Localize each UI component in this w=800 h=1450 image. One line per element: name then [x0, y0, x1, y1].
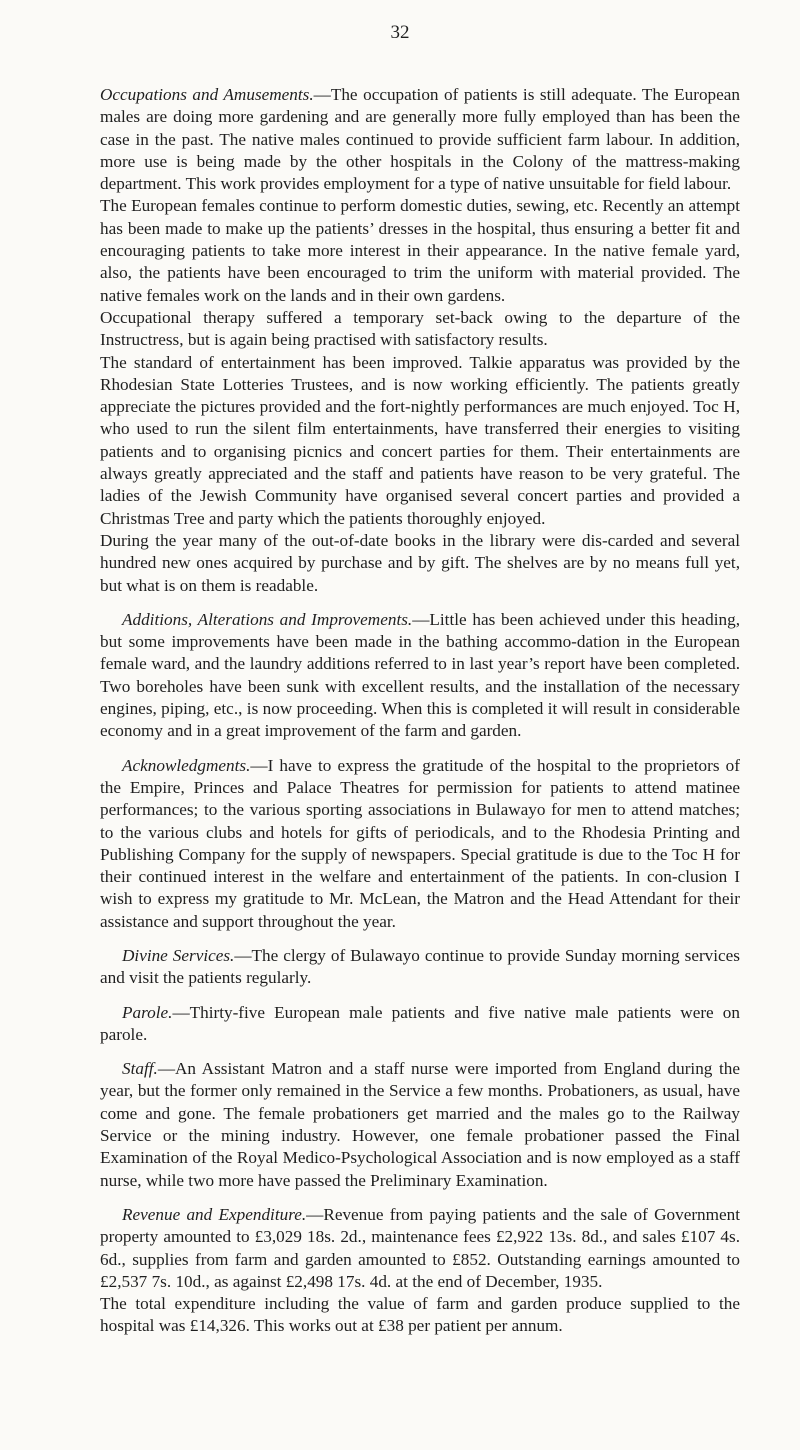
section-heading-revenue: Revenue and Expenditure.	[122, 1204, 307, 1224]
section-heading-occupations: Occupations and Amusements.	[100, 85, 314, 104]
paragraph-total-expenditure	[100, 1293, 740, 1338]
paragraph-text: —Little has been achieved under this heading, but some improvements have been made in the bathing accommo-dation in the European female ward, and the laundry additions referred to in last year’s report have been completed. Two boreholes have been sunk with excellent results, and the installation of the necessary engines, piping, etc., is now proceeding. When this is completed it will result in considerable economy and in a great improvement of the farm and garden.	[100, 609, 741, 741]
paragraph-divine-services	[100, 945, 740, 990]
section-heading-additions: Additions, Alterations and Improvements.	[122, 609, 413, 629]
paragraph-text: Occupational therapy suffered a temporary set-back owing to the departure of the Instructress, but is again being practised with satisfactory results.	[100, 307, 740, 350]
paragraph-parole	[100, 1002, 740, 1047]
paragraph-text: —The occupation of patients is still adequate. The European males are doing more gardening and are generally more fully employed than has been the case in the past. The native males continued to provide sufficient farm labour. In addition, more use is being made by the other hospitals in the Colony of the mattress-making department. This work provides employment for a type of native unsuitable for field labour.	[100, 85, 740, 194]
paragraph-text: —The clergy of Bulawayo continue to provide Sunday morning services and visit the patients regularly.	[100, 945, 740, 988]
page-number: 32	[390, 22, 410, 43]
section-heading-parole: Parole.	[122, 1002, 173, 1022]
paragraph-text: —I have to express the gratitude of the hospital to the proprietors of the Empire, Princes and Palace Theatres for permission for patients to attend matinee performances; to the various sporting associations in Bulawayo for men to attend matches; to the various clubs and hotels for gifts of periodicals, and to the Rhodesia Printing and Publishing Company for the supply of newspapers. Special gratitude is due to the Toc H for their continued interest in the welfare and entertainment of the patients. In con-clusion I wish to express my gratitude to Mr. McLean, the Matron and the Head Attendant for their assistance and support throughout the year.	[100, 755, 740, 931]
paragraph-additions	[100, 609, 740, 743]
section-heading-divine-services: Divine Services.	[122, 945, 235, 965]
paragraph-european-females	[100, 195, 740, 306]
section-heading-staff: Staff.	[122, 1059, 158, 1079]
section-heading-acknowledgments: Acknowledgments.	[122, 755, 251, 775]
paragraph-occupational-therapy	[100, 307, 740, 352]
paragraph-text: During the year many of the out-of-date books in the library were dis-carded and several hundred new ones acquired by purchase and by gift. The shelves are by no means full yet, but what is on them is readable.	[100, 530, 740, 595]
paragraph-staff	[100, 1058, 740, 1192]
paragraph-text: —An Assistant Matron and a staff nurse were imported from England during the year, but the former only remained in the Service a few months. Probationers, as usual, have come and gone. The female probationers get married and the males go to the Railway Service or the mining industry. However, one female probationer passed the Final Examination of the Royal Medico-Psychological Association and is now employed as a staff nurse, while two more have passed the Preliminary Examination.	[100, 1059, 740, 1190]
paragraph-entertainment	[100, 352, 740, 530]
paragraph-text: The European females continue to perform domestic duties, sewing, etc. Recently an attempt has been made to make up the patients’ dresses in the hospital, thus ensuring a better fit and encouraging patients to take more interest in their appearance. In the native female yard, also, the patients have been encouraged to trim the uniform with material provided. The native females work on the lands and in their own gardens.	[100, 196, 740, 305]
paragraph-text: The standard of entertainment has been improved. Talkie apparatus was provided by the Rhodesian State Lotteries Trustees, and is now working efficiently. The patients greatly appreciate the pictures provided and the fort-nightly performances are much enjoyed. Toc H, who used to run the silent film entertainments, have transferred their energies to visiting patients and to organising picnics and concert parties for them. Their entertainments are always greatly appreciated and the staff and patients have reason to be very grateful. The ladies of the Jewish Community have organised several concert parties and provided a Christmas Tree and party which the patients thoroughly enjoyed.	[100, 352, 740, 528]
paragraph-text: —Revenue from paying patients and the sale of Government property amounted to £3,029 18s. 2d., maintenance fees £2,922 13s. 8d., and sales £107 4s. 6d., supplies from farm and garden amounted to £852. Outstanding earnings amounted to £2,537 7s. 10d., as against £2,498 17s. 4d. at the end of December, 1935.	[100, 1204, 741, 1291]
paragraph-text: —Thirty-five European male patients and five native male patients were on parole.	[100, 1002, 740, 1044]
paragraph-library	[100, 530, 740, 597]
paragraph-revenue	[100, 1204, 740, 1293]
paragraph-occupations	[100, 84, 740, 195]
paragraph-text: The total expenditure including the value of farm and garden produce supplied to the hospital was £14,326. This works out at £38 per patient per annum.	[100, 1294, 740, 1336]
paragraph-acknowledgments	[100, 755, 740, 933]
